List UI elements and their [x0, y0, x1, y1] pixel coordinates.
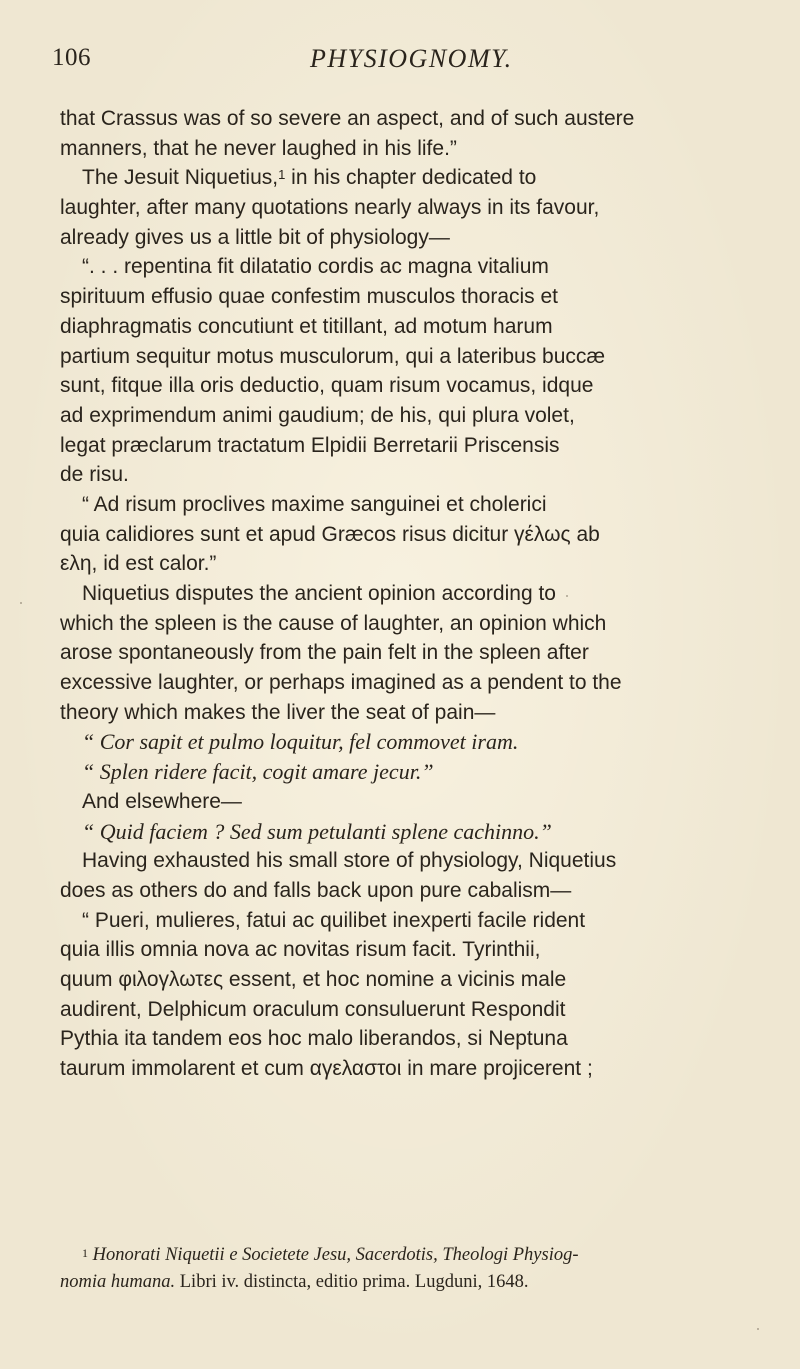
text-line: partium sequitur motus musculorum, qui a lateribus buccæ — [60, 344, 606, 368]
paper-speck — [757, 1328, 759, 1330]
page-number: 106 — [52, 44, 91, 71]
text-line: does as others do and falls back upon pure cabalism— — [60, 878, 572, 902]
text-line: Niquetius disputes the ancient opinion according to — [82, 582, 556, 605]
text-line — [60, 163, 760, 193]
footnote — [60, 1242, 760, 1296]
footnote-reference[interactable]: 1 — [278, 167, 286, 183]
text-line: ad exprimendum animi gaudium; de his, qui plura volet, — [60, 403, 575, 427]
text-line: excessive laughter, or perhaps imagined as a pendent to the — [60, 671, 622, 695]
text-line: quum φιλογλωτες essent, et hoc nomine a vicinis male — [60, 967, 567, 991]
text-line: audirent, Delphicum oraculum consuluerunt Respondit — [60, 997, 566, 1021]
text-line: quia illis omnia nova ac novitas risum facit. Tyrinthii, — [60, 938, 541, 962]
text-line: spirituum effusio quae confestim musculos thoracis et — [60, 285, 559, 309]
text-line: which the spleen is the cause of laughter, an opinion which — [60, 611, 607, 635]
text-line: “ Ad risum proclives maxime sanguinei et cholerici — [82, 492, 547, 516]
text-line: taurum immolarent et cum αγελαστοι in mare projicerent ; — [60, 1057, 593, 1080]
footnote-line — [60, 1269, 760, 1296]
footnote-line — [60, 1242, 760, 1269]
text-line: Pythia ita tandem eos hoc malo liberandos, si Neptuna — [60, 1027, 568, 1051]
verse-line: “ Splen ridere facit, cogit amare jecur.” — [82, 759, 434, 785]
text-line: “ Pueri, mulieres, fatui ac quilibet inexperti facile rident — [82, 908, 586, 932]
running-head — [52, 44, 752, 84]
footnote-text: Libri iv. distincta, editio prima. Lugduni, 1648. — [175, 1272, 529, 1292]
footnote-mark: 1 — [82, 1246, 88, 1260]
text-line: “. . . repentina fit dilatatio cordis ac magna vitalium — [82, 255, 549, 279]
text-line: manners, that he never laughed in his life.” — [60, 136, 457, 160]
paper-speck — [20, 602, 22, 604]
text-line: already gives us a little bit of physiology— — [60, 225, 450, 249]
text-line: de risu. — [60, 463, 129, 487]
text-span: in his chapter dedicated to — [285, 166, 537, 190]
paper-speck — [566, 595, 568, 597]
text-line: legat præclarum tractatum Elpidii Berretarii Priscensis — [60, 433, 560, 457]
text-line: ελη, id est calor.” — [60, 552, 217, 576]
text-line: diaphragmatis concutiunt et titillant, ad motum harum — [60, 314, 553, 338]
body-text — [60, 104, 760, 1084]
text-line: arose spontaneously from the pain felt in the spleen after — [60, 641, 589, 665]
footnote-citation: nomia humana. — [60, 1272, 176, 1292]
text-line: that Crassus was of so severe an aspect, and of such austere — [60, 107, 635, 130]
text-span: The Jesuit Niquetius, — [82, 166, 279, 190]
verse-line: “ Cor sapit et pulmo loquitur, fel commovet iram. — [82, 729, 519, 755]
text-line: Having exhausted his small store of physiology, Niquetius — [82, 849, 617, 873]
text-line: sunt, fitque illa oris deductio, quam risum vocamus, idque — [60, 374, 594, 398]
text-line: laughter, after many quotations nearly always in its favour, — [60, 196, 600, 220]
verse-line: “ Quid faciem ? Sed sum petulanti splene cachinno.” — [82, 818, 552, 844]
text-line: quia calidiores sunt et apud Græcos risus dicitur γέλως ab — [60, 522, 600, 546]
text-line: And elsewhere— — [82, 789, 242, 813]
footnote-citation: Honorati Niquetii e Societete Jesu, Sacerdotis, Theologi Physiog- — [92, 1245, 579, 1265]
text-line: theory which makes the liver the seat of pain— — [60, 700, 496, 724]
page-header-title: PHYSIOGNOMY. — [310, 44, 513, 73]
